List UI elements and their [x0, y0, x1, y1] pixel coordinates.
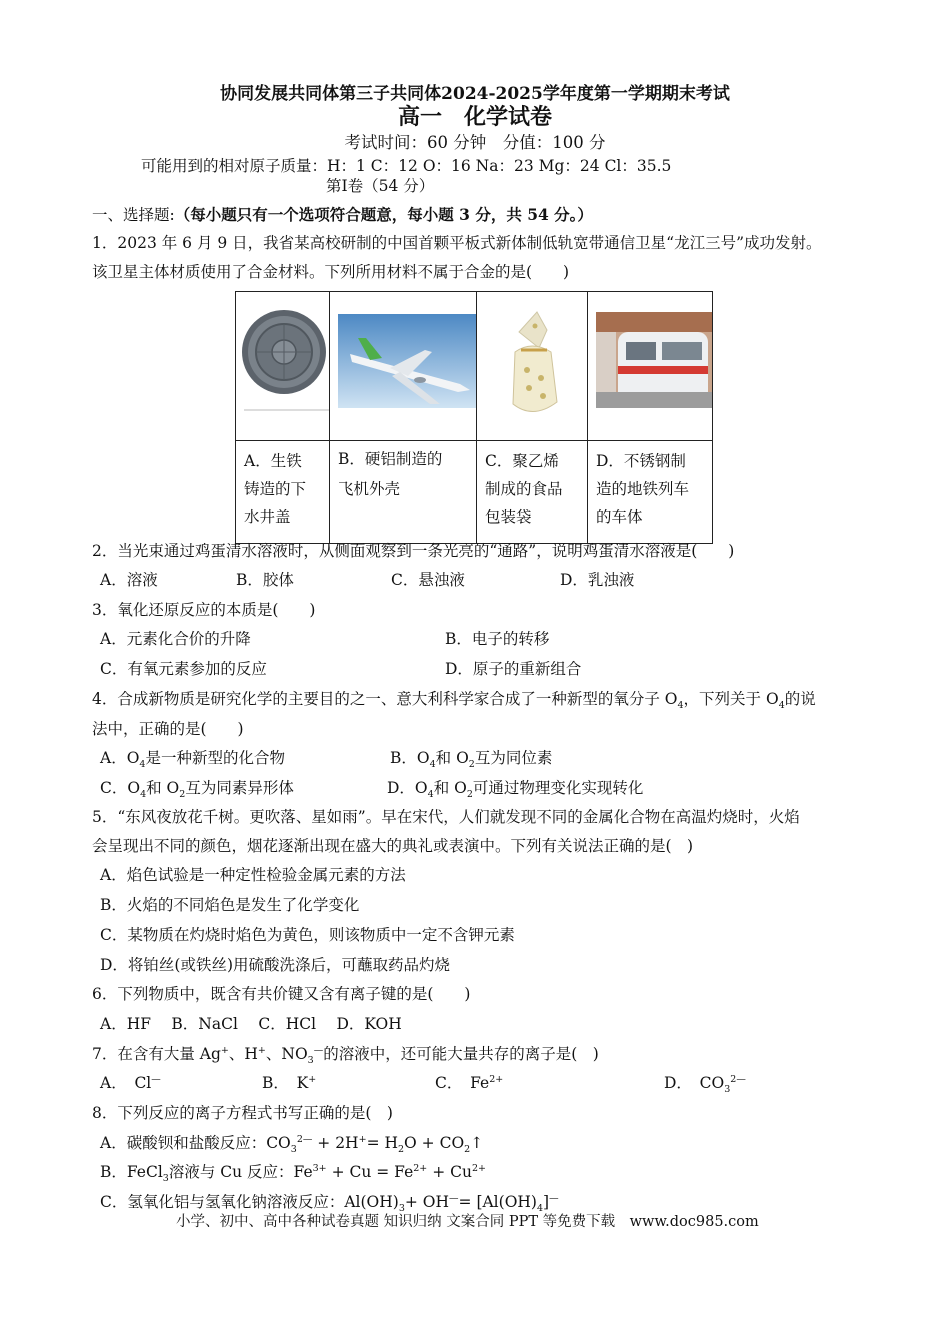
q6-stem: 6．下列物质中，既含有共价键又含有离子键的是( ) [92, 985, 471, 1003]
q7-superscript: + [308, 1073, 317, 1085]
exam-info: 考试时间：60 分钟 分值：100 分 [344, 133, 606, 152]
q8-subscript: 3 [290, 1144, 297, 1156]
q8-option-b[interactable] [100, 1161, 486, 1183]
q8-subscript: 2 [464, 1144, 471, 1156]
q2-option-d[interactable]: D．乳浊液 [560, 571, 635, 589]
q7-superscript: — [151, 1073, 161, 1085]
q8-b-text: + Cu = Fe [326, 1163, 414, 1181]
q2-option-c[interactable]: C．悬浊液 [391, 571, 465, 589]
q8-subscript: 3 [162, 1173, 169, 1185]
section-label: 一、选择题: [92, 206, 175, 224]
q4-d-text: 和 O [433, 779, 467, 797]
q1-option-c-line2: 制成的食品 [485, 480, 563, 498]
q2-option-a[interactable]: A．溶液 [100, 571, 158, 589]
q1-option-a-line1: A．生铁 [244, 452, 302, 470]
q4-subscript: 4 [778, 700, 785, 712]
q8-a-text: + 2H [312, 1134, 359, 1152]
q4-c-text: C．O [100, 779, 141, 797]
q8-superscript: 3+ [312, 1162, 327, 1174]
q5-option-d[interactable]: D．将铂丝(或铁丝)用硫酸洗涤后，可蘸取药品灼烧 [100, 956, 451, 974]
q4-d-text: D．O [387, 779, 428, 797]
q6-options[interactable]: A．HF B．NaCl C．HCl D．KOH [100, 1015, 402, 1033]
q5-option-a[interactable]: A．焰色试验是一种定性检验金属元素的方法 [100, 866, 406, 884]
q4-stem-text-b: ，下列关于 O [683, 690, 779, 708]
q1-option-b[interactable] [330, 441, 477, 544]
q3-option-a[interactable]: A．元素化合价的升降 [100, 630, 251, 648]
q8-subscript: 4 [536, 1203, 544, 1215]
manhole-cover-image [236, 292, 330, 441]
q5-stem-line1: 5．“东风夜放花千树。更吹落、星如雨”。早在宋代，人们就发现不同的金属化合物在高温灼烧时，火焰 [92, 808, 800, 826]
q1-option-c-line1: C．聚乙烯 [485, 452, 559, 470]
q7-superscript: 2— [730, 1073, 746, 1085]
q4-subscript: 4 [427, 789, 434, 801]
q4-c-text: 和 O [146, 779, 180, 797]
q7-d-text: D． CO [664, 1074, 725, 1092]
q7-subscript: 3 [724, 1084, 731, 1096]
q1-options-table [235, 291, 713, 544]
q7-superscript: 2+ [489, 1073, 504, 1085]
page-footer: 小学、初中、高中各种试卷真题 知识归纳 文案合同 PPT 等免费下载 www.doc985.com [176, 1214, 759, 1230]
q8-c-text: = [Al(OH) [458, 1193, 537, 1211]
q8-superscript: — [549, 1192, 559, 1204]
q7-a-text: A． Cl [100, 1074, 152, 1092]
q8-b-text: 溶液与 Cu 反应：Fe [168, 1163, 313, 1181]
q4-option-c[interactable] [100, 777, 294, 799]
q4-subscript: 2 [179, 789, 186, 801]
q7-b-text: B． K [262, 1074, 309, 1092]
q5-option-c[interactable]: C．某物质在灼烧时焰色为黄色，则该物质中一定不含钾元素 [100, 926, 515, 944]
q7-option-a[interactable] [100, 1072, 161, 1094]
q4-c-text: 互为同素异形体 [185, 779, 294, 797]
q8-subscript: 3 [398, 1203, 405, 1215]
q3-stem: 3．氧化还原反应的本质是( ) [92, 601, 316, 619]
q7-stem-text: 、H [228, 1045, 258, 1063]
q4-a-text: A．O [100, 749, 140, 767]
q4-option-a[interactable] [100, 747, 285, 769]
q5-stem-line2: 会呈现出不同的颜色，烟花逐渐出现在盛大的典礼或表演中。下列有关说法正确的是( ) [92, 837, 694, 855]
q4-b-text: 和 O [435, 749, 469, 767]
q4-subscript: 4 [429, 759, 436, 771]
q8-b-text: + Cu [427, 1163, 472, 1181]
q1-option-d-line1: D．不锈钢制 [596, 452, 686, 470]
q7-option-b[interactable] [262, 1072, 316, 1094]
q8-a-text: = H [366, 1134, 398, 1152]
q7-stem-text: 的溶液中，还可能大量共存的离子是( ) [323, 1045, 599, 1063]
atomic-masses: 可能用到的相对原子质量：H：1 C：12 O：16 Na：23 Mg：24 Cl：35.5 [141, 157, 672, 175]
q4-a-text: 是一种新型的化合物 [145, 749, 285, 767]
subway-train-image [588, 292, 713, 441]
q4-subscript: 4 [139, 759, 146, 771]
q3-option-d[interactable]: D．原子的重新组合 [445, 660, 582, 678]
gas-arrow-icon: ↑ [470, 1134, 484, 1152]
q1-stem-line1: 1．2023 年 6 月 9 日，我省某高校研制的中国首颗平板式新体制低轨宽带通信卫星“龙江三号”成功发射。 [92, 234, 822, 252]
q1-option-d[interactable] [588, 441, 713, 544]
q3-option-c[interactable]: C．有氧元素参加的反应 [100, 660, 267, 678]
q8-a-text: A．碳酸钡和盐酸反应：CO [100, 1134, 291, 1152]
q5-option-b[interactable]: B．火焰的不同焰色是发生了化学变化 [100, 896, 360, 914]
q1-option-a[interactable] [236, 441, 330, 544]
exam-title: 协同发展共同体第三子共同体2024-2025学年度第一学期期末考试 [220, 84, 730, 104]
q1-option-a-line2: 铸造的下 [244, 480, 307, 498]
section-instruction: （每小题只有一个选项符合题意，每小题 3 分，共 54 分。） [174, 205, 593, 224]
q8-a-text: O + CO [404, 1134, 465, 1152]
q7-stem-text: 7．在含有大量 Ag [92, 1045, 221, 1063]
q8-b-text: B．FeCl [100, 1163, 163, 1181]
q8-superscript: 2+ [471, 1162, 486, 1174]
q4-stem-line1 [92, 688, 816, 710]
q7-option-c[interactable] [435, 1072, 503, 1094]
q1-option-c-line3: 包装袋 [485, 508, 532, 526]
q4-subscript: 2 [468, 759, 475, 771]
q7-c-text: C． Fe [435, 1074, 490, 1092]
airplane-image [330, 292, 477, 441]
q2-stem: 2．当光束通过鸡蛋清水溶液时，从侧面观察到一条光亮的“通路”，说明鸡蛋清水溶液是( ) [92, 542, 735, 560]
q4-stem-line2: 法中，正确的是( ) [92, 720, 244, 738]
q8-c-text: + OH [404, 1193, 450, 1211]
q4-subscript: 4 [140, 789, 147, 801]
q8-superscript: 2+ [413, 1162, 428, 1174]
q8-superscript: + [358, 1133, 367, 1145]
q8-c-text: ] [543, 1193, 550, 1211]
q2-option-b[interactable]: B．胶体 [236, 571, 294, 589]
q4-subscript: 4 [677, 700, 684, 712]
q7-superscript: — [313, 1044, 324, 1056]
q7-superscript: + [257, 1044, 266, 1056]
exam-subtitle: 高一 化学试卷 [397, 104, 552, 130]
q7-superscript: + [220, 1044, 229, 1056]
q1-option-d-line2: 造的地铁列车 [596, 480, 690, 498]
q7-subscript: 3 [307, 1055, 314, 1067]
q4-option-d[interactable] [387, 777, 643, 799]
q4-option-b[interactable] [390, 747, 552, 769]
food-bag-image [477, 292, 588, 441]
q1-option-d-line3: 的车体 [596, 508, 643, 526]
q3-option-b[interactable]: B．电子的转移 [445, 630, 550, 648]
q7-stem [92, 1043, 599, 1065]
q7-stem-text: 、NO [265, 1045, 308, 1063]
volume-label: 第Ⅰ卷（54 分） [326, 177, 435, 195]
q1-option-a-line3: 水井盖 [244, 508, 291, 526]
q8-option-a[interactable] [100, 1132, 483, 1154]
q1-option-b-line2: 飞机外壳 [338, 480, 401, 498]
q1-option-c[interactable] [477, 441, 588, 544]
q4-b-text: B．O [390, 749, 430, 767]
q4-subscript: 2 [466, 789, 473, 801]
q4-b-text: 互为同位素 [474, 749, 553, 767]
q1-option-b-line1: B．硬铝制造的 [338, 450, 443, 468]
q4-d-text: 可通过物理变化实现转化 [472, 779, 644, 797]
q4-stem-text-a: 4．合成新物质是研究化学的主要目的之一、意大利科学家合成了一种新型的氧分子 O [92, 690, 678, 708]
q7-option-d[interactable] [664, 1072, 746, 1094]
q1-stem-line2: 该卫星主体材质使用了合金材料。下列所用材料不属于合金的是( ) [92, 263, 570, 281]
q8-option-c[interactable] [100, 1191, 559, 1213]
section-heading [92, 204, 593, 226]
q8-superscript: — [449, 1192, 459, 1204]
q8-subscript: 2 [398, 1144, 405, 1156]
q8-c-text: C．氢氧化铝与氢氧化钠溶液反应：Al(OH) [100, 1193, 399, 1211]
q4-stem-text-c: 的说 [784, 690, 816, 708]
q8-superscript: 2— [296, 1133, 313, 1145]
q8-stem: 8．下列反应的离子方程式书写正确的是( ) [92, 1104, 393, 1122]
